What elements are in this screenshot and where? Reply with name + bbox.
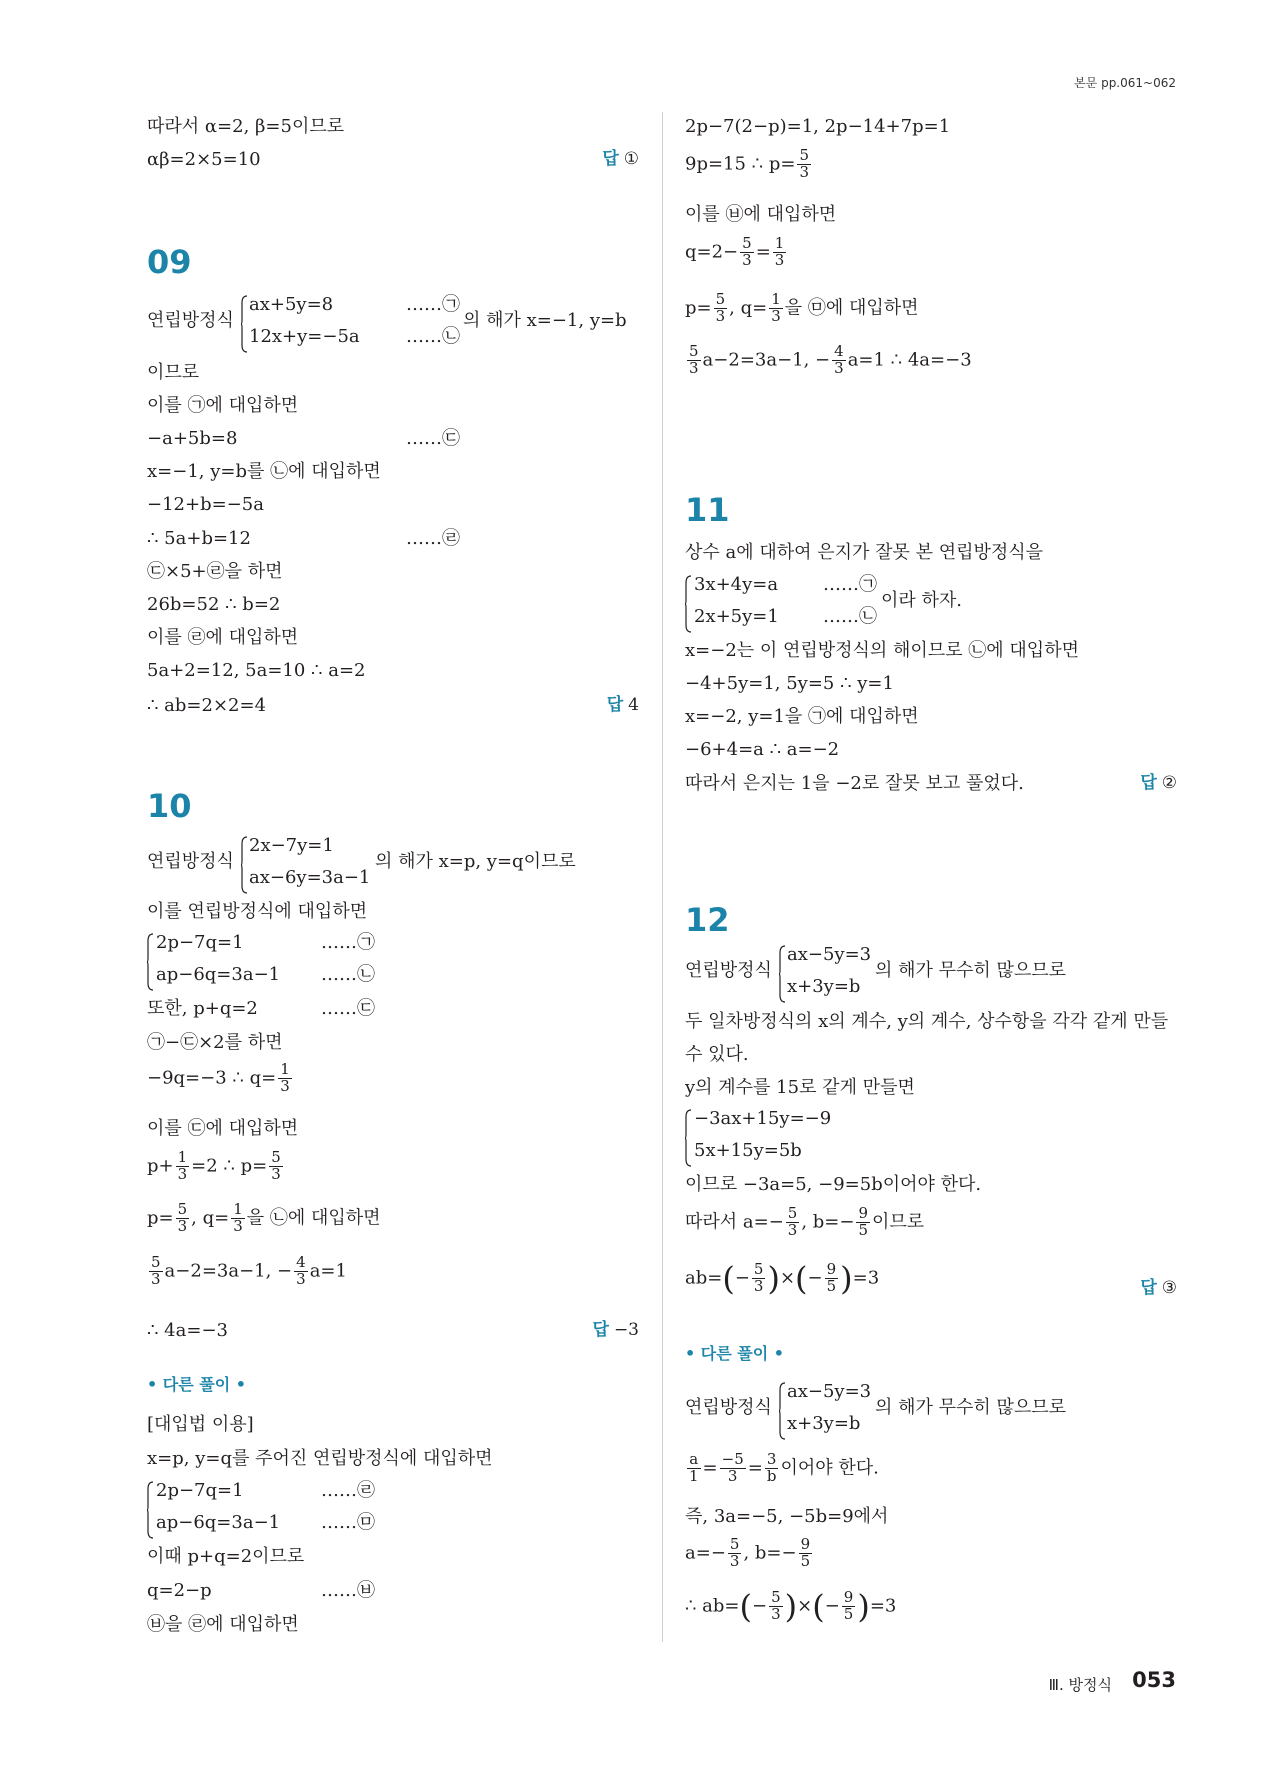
text-line: −a+5b=8 [147, 428, 238, 449]
text-segment: −9q=−3 ∴ q= [147, 1067, 277, 1089]
paren: ( [795, 1259, 808, 1298]
text-line: x=p, y=q를 주어진 연립방정식에 대입하면 [147, 1448, 493, 1469]
text-line: x=−2는 이 연립방정식의 해이므로 ㉡에 대입하면 [685, 640, 1079, 661]
equation-marker: ……㉤ [321, 1512, 375, 1533]
text-line: 이므로 −3a=5, −9=5b이어야 한다. [685, 1174, 982, 1195]
paren: ( [739, 1587, 752, 1626]
text-line: q=2−p [147, 1580, 212, 1601]
text-line [685, 1537, 814, 1570]
system-suffix: 의 해가 무수히 많으므로 [875, 960, 1067, 981]
text-line: −6+4=a ∴ a=−2 [685, 739, 840, 760]
page-number: 053 [1132, 1668, 1176, 1692]
numerator: a [687, 1452, 701, 1469]
denominator: 3 [753, 1276, 764, 1295]
answer-value: ② [1161, 773, 1177, 793]
brace-icon [685, 575, 691, 633]
text-line: ㉥을 ㉣에 대입하면 [147, 1614, 299, 1635]
text-line: 5a+2=12, 5a=10 ∴ a=2 [147, 660, 366, 681]
numerator: 5 [715, 290, 726, 308]
paren: ( [722, 1259, 735, 1298]
answer-label: 답 [1140, 1278, 1157, 1298]
text-segment: =3 [852, 1267, 880, 1289]
text-line: x=−2, y=1을 ㉠에 대입하면 [685, 706, 919, 727]
problem-number: 10 [147, 787, 192, 825]
numerator: 5 [151, 1253, 161, 1271]
fraction [752, 1262, 766, 1295]
text-segment: a−2=3a−1, − [702, 349, 831, 371]
numerator: 3 [765, 1452, 779, 1469]
text-line: −12+b=−5a [147, 494, 264, 515]
text-line: 두 일차방정식의 x의 계수, y의 계수, 상수항을 각각 같게 만들 [685, 1011, 1169, 1032]
footer-section-title: Ⅲ. 방정식 [1048, 1676, 1112, 1694]
text-line: x=−1, y=b를 ㉡에 대입하면 [147, 461, 381, 482]
text-line: αβ=2×5=10 [147, 149, 261, 170]
text-segment: 9p=15 ∴ p= [685, 153, 796, 175]
text-line: 2p−7(2−p)=1, 2p−14+7p=1 [685, 116, 951, 137]
text-line: 상수 a에 대하여 은지가 잘못 본 연립방정식을 [685, 542, 1044, 563]
denominator: 3 [771, 1604, 781, 1623]
brace-icon [147, 933, 153, 991]
text-line: ∴ 5a+b=12 [147, 528, 251, 549]
text-line: 이를 ㉣에 대입하면 [147, 627, 299, 648]
fraction [769, 1590, 783, 1623]
equation-marker: ……㉣ [321, 1480, 375, 1501]
answer-badge [607, 697, 639, 714]
text-line: 이때 p+q=2이므로 [147, 1546, 305, 1567]
system-prefix: 연립방정식 [685, 1397, 772, 1418]
equation: 12x+y=−5a [249, 326, 360, 347]
text-segment: , b=− [801, 1211, 855, 1233]
numerator: 9 [858, 1204, 869, 1222]
denominator: 3 [296, 1269, 306, 1288]
text-segment: a−2=3a−1, − [164, 1260, 293, 1282]
brace-icon [779, 1382, 785, 1440]
page-reference: 본문 pp.061~062 [1074, 76, 1176, 90]
text-segment: = [755, 241, 771, 263]
numerator: 1 [280, 1060, 290, 1078]
text-line: ∴ 4a=−3 [147, 1320, 228, 1341]
alternative-solution-label: • 다른 풀이 • [685, 1344, 784, 1363]
equation: ap−6q=3a−1 [156, 964, 281, 985]
fraction [231, 1202, 245, 1235]
equation: 5x+15y=5b [694, 1140, 802, 1161]
denominator: 3 [151, 1269, 161, 1288]
denominator: 3 [727, 1466, 738, 1485]
answer-label: 답 [1140, 773, 1157, 793]
text-line: ab=(− $\frac{5}{3}$ )×(− $\frac{9}{5}$ )=3 [685, 1259, 880, 1298]
numerator: 5 [271, 1148, 281, 1166]
equation: ax+5y=8 [249, 294, 334, 315]
fraction [797, 148, 811, 181]
answer-value: ① [623, 149, 639, 169]
denominator: 3 [729, 1551, 740, 1570]
denominator: 3 [774, 250, 785, 269]
text-segment: a=1 ∴ 4a=−3 [847, 349, 972, 371]
answer-value: −3 [613, 1320, 639, 1340]
system-prefix: 연립방정식 [685, 960, 772, 981]
denominator: 3 [233, 1216, 243, 1235]
problem-number: 11 [685, 491, 730, 529]
denominator: 1 [689, 1466, 699, 1485]
denominator: 5 [800, 1551, 811, 1570]
denominator: b [766, 1466, 777, 1485]
system-suffix: 의 해가 무수히 많으므로 [875, 1397, 1067, 1418]
fraction [856, 1206, 870, 1239]
equation: ax−5y=3 [787, 944, 872, 965]
equation: 2p−7q=1 [156, 932, 244, 953]
numerator: 9 [826, 1260, 837, 1278]
text-line: [대입법 이용] [147, 1414, 254, 1435]
problem-number: 09 [147, 243, 192, 281]
fraction [269, 1150, 283, 1183]
equation-marker: ……㉡ [823, 606, 877, 627]
equation: x+3y=b [787, 976, 861, 997]
equation: 2x+5y=1 [694, 606, 779, 627]
text-segment: a=− [685, 1542, 726, 1564]
text-line: 수 있다. [685, 1044, 749, 1065]
brace-icon [147, 1481, 153, 1539]
equation: ap−6q=3a−1 [156, 1512, 281, 1533]
text-segment: =3 [869, 1595, 897, 1617]
equation-marker: ……㉠ [406, 294, 460, 315]
numerator: 1 [233, 1200, 243, 1218]
fraction [687, 344, 701, 377]
equation: ax−5y=3 [787, 1381, 872, 1402]
answer-badge [1140, 1280, 1177, 1297]
text-segment: 이어야 한다. [780, 1457, 879, 1479]
answer-label: 답 [606, 695, 624, 715]
numerator: 5 [729, 1535, 740, 1553]
equation: 2x−7y=1 [249, 835, 334, 856]
numerator: 5 [799, 146, 810, 164]
brace-icon [241, 836, 247, 894]
equation-marker: ……㉡ [321, 964, 375, 985]
text-line: y의 계수를 15로 같게 만들면 [685, 1077, 915, 1098]
equation: −3ax+15y=−9 [694, 1108, 832, 1129]
numerator: 4 [834, 342, 844, 360]
text-line: 또한, p+q=2 [147, 998, 258, 1019]
text-segment: , q= [729, 297, 768, 319]
fraction [687, 1452, 701, 1485]
numerator: 5 [771, 1588, 781, 1606]
fraction [842, 1590, 856, 1623]
fraction [294, 1255, 308, 1288]
brace-icon [779, 945, 785, 1003]
text-line [685, 292, 919, 325]
answer-value: ③ [1161, 1278, 1177, 1298]
fraction [769, 292, 783, 325]
fraction [786, 1206, 800, 1239]
denominator: 3 [771, 306, 781, 325]
numerator: 5 [787, 1204, 798, 1222]
answer-badge [602, 151, 639, 168]
paren: ) [857, 1587, 870, 1626]
paren: ) [784, 1587, 798, 1626]
system-suffix: 의 해가 x=p, y=q이므로 [375, 851, 576, 872]
text-line: 이를 ㉥에 대입하면 [685, 204, 837, 225]
equation: 2p−7q=1 [156, 1480, 244, 1501]
numerator: 1 [771, 290, 781, 308]
text-line: 이므로 [147, 362, 200, 383]
fraction [740, 236, 754, 269]
equation-marker: ……㉠ [321, 932, 375, 953]
fraction [765, 1452, 779, 1485]
text-line [685, 344, 972, 377]
paren: ) [767, 1259, 780, 1298]
text-segment: , b=− [743, 1542, 797, 1564]
system-prefix: 연립방정식 [147, 310, 234, 331]
system-prefix: 연립방정식 [147, 851, 234, 872]
text-line: 따라서 은지는 1을 −2로 잘못 보고 풀었다. [685, 773, 1024, 794]
numerator: 5 [689, 342, 699, 360]
text-line [685, 236, 788, 269]
answer-label: 답 [592, 1320, 609, 1340]
text-line: ㉢×5+㉣을 하면 [147, 561, 283, 582]
text-segment: p= [147, 1207, 174, 1229]
text-segment: 이므로 [872, 1211, 925, 1233]
denominator: 3 [742, 250, 752, 269]
text-segment: p= [685, 297, 712, 319]
problem-number: 12 [685, 901, 730, 939]
fraction [773, 236, 787, 269]
numerator: 5 [742, 234, 752, 252]
fraction [176, 1150, 190, 1183]
answer-value: 4 [628, 695, 639, 715]
numerator: 9 [843, 1588, 854, 1606]
text-segment: 을 ㉡에 대입하면 [246, 1207, 381, 1229]
equation-marker: ……㉠ [823, 574, 877, 595]
text-line [147, 1062, 294, 1095]
equation: ax−6y=3a−1 [249, 867, 371, 888]
text-line: 이를 ㉢에 대입하면 [147, 1118, 299, 1139]
text-segment: 따라서 a=− [685, 1211, 784, 1233]
text-line [685, 1206, 924, 1239]
paren: ( [812, 1587, 825, 1626]
equation-marker: ……㉢ [406, 428, 460, 449]
equation-marker: ……㉥ [321, 1580, 375, 1601]
denominator: 5 [826, 1276, 837, 1295]
text-line [147, 1202, 381, 1235]
text-line: $\frac{a}{1}$ = $\frac{-5}{3}$ = $\frac{3}{b}$ 이어야 한다. [689, 1450, 879, 1485]
denominator: 3 [834, 358, 844, 377]
text-segment: 을 ㉤에 대입하면 [784, 297, 919, 319]
numerator: 1 [177, 1148, 188, 1166]
text-line: 이를 연립방정식에 대입하면 [147, 901, 368, 922]
denominator: 5 [858, 1220, 869, 1239]
answer-badge [593, 1322, 640, 1339]
text-line: 즉, 3a=−5, −5b=9에서 [685, 1506, 889, 1527]
fraction [720, 1452, 746, 1485]
denominator: 3 [177, 1164, 188, 1183]
system-suffix: 이라 하자. [881, 590, 962, 611]
fraction [728, 1537, 742, 1570]
equation-marker: ……㉣ [406, 528, 460, 549]
fraction [278, 1062, 292, 1095]
denominator: 3 [715, 306, 726, 325]
numerator: −5 [721, 1450, 744, 1468]
text-line: 이를 ㉠에 대입하면 [147, 395, 299, 416]
text-segment: , q= [191, 1207, 230, 1229]
answer-badge [1140, 775, 1177, 792]
denominator: 3 [271, 1164, 281, 1183]
system-suffix: 의 해가 x=−1, y=b [463, 310, 627, 331]
numerator: 9 [800, 1535, 811, 1553]
denominator: 3 [280, 1076, 290, 1095]
text-segment: a=1 [309, 1260, 347, 1282]
paren: ) [840, 1259, 853, 1298]
denominator: 5 [843, 1604, 854, 1623]
fraction [176, 1202, 190, 1235]
denominator: 3 [689, 358, 699, 377]
text-line: −4+5y=1, 5y=5 ∴ y=1 [685, 673, 894, 694]
denominator: 3 [799, 162, 810, 181]
text-line: ∴ ab=2×2=4 [147, 695, 267, 716]
equation: 3x+4y=a [694, 574, 779, 595]
equation-marker: ……㉢ [321, 998, 375, 1019]
numerator: 5 [177, 1200, 188, 1218]
numerator: 4 [296, 1253, 306, 1271]
fraction [714, 292, 728, 325]
answer-label: 답 [602, 149, 619, 169]
denominator: 3 [787, 1220, 798, 1239]
numerator: 1 [774, 234, 785, 252]
fraction [832, 344, 846, 377]
text-line: ∴ ab=(− $\frac{5}{3}$ )×(− $\frac{9}{5}$ )=3 [685, 1587, 897, 1626]
text-segment: ab= [685, 1267, 723, 1289]
text-line [147, 1150, 285, 1183]
text-line [685, 148, 813, 181]
fraction [825, 1262, 839, 1295]
brace-icon [241, 295, 247, 353]
fraction [799, 1537, 813, 1570]
text-segment: =2 ∴ p= [191, 1155, 268, 1177]
text-segment: ∴ ab= [685, 1595, 740, 1617]
text-line: 따라서 α=2, β=5이므로 [147, 116, 345, 137]
numerator: 5 [753, 1260, 764, 1278]
text-line: ㉠−㉢×2를 하면 [147, 1032, 283, 1053]
text-line [147, 1255, 347, 1288]
text-line: 26b=52 ∴ b=2 [147, 594, 281, 615]
brace-icon [685, 1109, 691, 1167]
fraction [149, 1255, 163, 1288]
denominator: 3 [177, 1216, 188, 1235]
column-divider [662, 112, 663, 1642]
equation: x+3y=b [787, 1413, 861, 1434]
alternative-solution-label: • 다른 풀이 • [147, 1375, 246, 1394]
text-segment: q=2− [685, 241, 739, 263]
equation-marker: ……㉡ [406, 326, 460, 347]
text-segment: p+ [147, 1155, 174, 1177]
